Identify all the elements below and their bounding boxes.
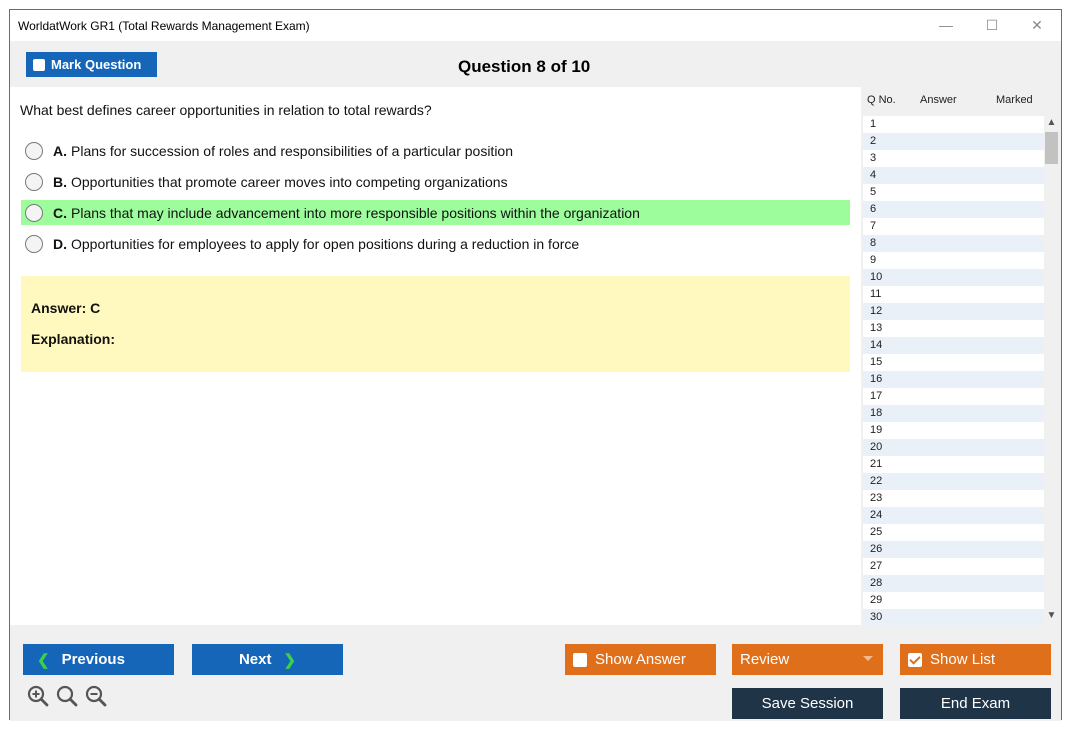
option-letter: D. — [53, 235, 67, 252]
chevron-left-icon: ❮ — [37, 651, 50, 669]
question-list-row[interactable] — [863, 422, 1044, 439]
radio-icon[interactable] — [25, 235, 43, 253]
question-list-row[interactable] — [863, 558, 1044, 575]
col-answer: Answer — [920, 94, 957, 106]
question-list-header — [861, 87, 1061, 114]
question-list-row[interactable] — [863, 133, 1044, 150]
question-list-row[interactable] — [863, 235, 1044, 252]
question-number: 9 — [870, 254, 877, 266]
checkbox-icon[interactable] — [573, 653, 587, 667]
question-list-row[interactable] — [863, 201, 1044, 218]
question-number: 11 — [870, 288, 882, 300]
zoom-out-icon[interactable] — [84, 684, 108, 708]
question-number: 12 — [870, 305, 883, 317]
question-list-row[interactable] — [863, 592, 1044, 609]
footer-toolbar — [10, 625, 1061, 721]
answer-text: Answer: C — [31, 300, 101, 316]
question-list-row[interactable] — [863, 269, 1044, 286]
question-number: 3 — [870, 152, 877, 164]
option-c[interactable] — [21, 200, 850, 225]
option-d[interactable] — [21, 231, 850, 256]
dropdown-arrow-icon — [863, 656, 873, 661]
question-list-row[interactable] — [863, 116, 1044, 133]
question-list-row[interactable] — [863, 609, 1044, 626]
question-number: 7 — [870, 220, 877, 232]
question-list-row[interactable] — [863, 524, 1044, 541]
question-number: 2 — [870, 135, 877, 147]
scrollbar[interactable] — [1044, 114, 1059, 625]
zoom-reset-icon[interactable] — [55, 684, 79, 708]
question-number: 21 — [870, 458, 883, 470]
question-number: 17 — [870, 390, 883, 402]
minimize-icon[interactable]: — — [939, 17, 953, 33]
window-title: WorldatWork GR1 (Total Rewards Management Exam) — [18, 19, 310, 33]
option-text: Opportunities for employees to apply for open positions during a reduction in force — [71, 235, 580, 252]
question-number: 27 — [870, 560, 883, 572]
question-list-row[interactable] — [863, 218, 1044, 235]
save-session-button[interactable] — [732, 688, 883, 719]
question-list-row[interactable] — [863, 303, 1044, 320]
question-list-row[interactable] — [863, 456, 1044, 473]
question-list-row[interactable] — [863, 354, 1044, 371]
question-list-row[interactable] — [863, 286, 1044, 303]
app-window — [9, 9, 1062, 720]
question-list-row[interactable] — [863, 473, 1044, 490]
question-number: 25 — [870, 526, 883, 538]
end-exam-label: End Exam — [940, 695, 1011, 712]
end-exam-button[interactable] — [900, 688, 1051, 719]
show-list-label: Show List — [930, 651, 996, 668]
question-list-row[interactable] — [863, 167, 1044, 184]
checkbox-icon[interactable] — [908, 653, 922, 667]
mark-question-button[interactable] — [26, 52, 157, 77]
question-number: 23 — [870, 492, 883, 504]
question-list-row[interactable] — [863, 252, 1044, 269]
question-list-row[interactable] — [863, 184, 1044, 201]
option-text: Plans that may include advancement into more responsible positions within the organization — [71, 204, 640, 221]
question-number: 19 — [870, 424, 883, 436]
question-list-row[interactable] — [863, 541, 1044, 558]
show-answer-label: Show Answer — [595, 651, 686, 668]
question-list-row[interactable] — [863, 320, 1044, 337]
question-number: 18 — [870, 407, 883, 419]
zoom-in-icon[interactable] — [26, 684, 50, 708]
mark-question-label: Mark Question — [51, 57, 142, 72]
question-number: 24 — [870, 509, 883, 521]
question-number: 28 — [870, 577, 883, 589]
explanation-label: Explanation: — [31, 331, 116, 347]
next-label: Next — [238, 651, 272, 668]
option-text: Plans for succession of roles and responsibilities of a particular position — [71, 142, 514, 159]
question-number: 29 — [870, 594, 883, 606]
question-number: 6 — [870, 203, 877, 215]
question-list-row[interactable] — [863, 371, 1044, 388]
question-list-row[interactable] — [863, 575, 1044, 592]
close-icon[interactable]: ✕ — [1031, 17, 1043, 33]
question-number: 14 — [870, 339, 883, 351]
question-text: What best defines career opportunities in relation to total rewards? — [20, 102, 432, 118]
question-number: 20 — [870, 441, 883, 453]
checkbox-icon — [33, 59, 45, 71]
question-number: 5 — [870, 186, 877, 198]
question-list-rows — [863, 116, 1044, 626]
question-list-row[interactable] — [863, 490, 1044, 507]
radio-icon[interactable] — [25, 204, 43, 222]
review-dropdown[interactable] — [732, 644, 883, 675]
option-letter: A. — [53, 142, 67, 159]
radio-icon[interactable] — [25, 173, 43, 191]
radio-icon[interactable] — [25, 142, 43, 160]
show-list-button[interactable] — [900, 644, 1051, 675]
question-list-row[interactable] — [863, 150, 1044, 167]
option-text: Opportunities that promote career moves into competing organizations — [71, 173, 508, 190]
question-number: 15 — [870, 356, 883, 368]
question-list-row[interactable] — [863, 337, 1044, 354]
question-header — [10, 41, 1061, 87]
option-b[interactable] — [21, 169, 850, 194]
question-list-row[interactable] — [863, 439, 1044, 456]
title-bar — [10, 10, 1061, 41]
option-letter: B. — [53, 173, 67, 190]
question-list-row[interactable] — [863, 388, 1044, 405]
question-number: 1 — [870, 118, 877, 130]
question-number: 13 — [870, 322, 883, 334]
question-list-row[interactable] — [863, 507, 1044, 524]
option-letter: C. — [53, 204, 67, 221]
question-number: 26 — [870, 543, 883, 555]
chevron-right-icon: ❯ — [283, 651, 297, 669]
save-session-label: Save Session — [761, 695, 854, 712]
previous-button[interactable] — [23, 644, 174, 675]
question-number: 4 — [870, 169, 877, 181]
previous-label: Previous — [61, 651, 125, 668]
question-number: 10 — [870, 271, 883, 283]
question-number: 8 — [870, 237, 877, 249]
maximize-icon[interactable]: ☐ — [985, 17, 999, 33]
question-panel — [10, 87, 861, 625]
review-label: Review — [740, 651, 790, 668]
next-button[interactable] — [192, 644, 343, 675]
col-marked: Marked — [996, 94, 1033, 106]
scroll-thumb[interactable] — [1045, 132, 1058, 164]
answer-box — [21, 276, 850, 372]
question-number: 16 — [870, 373, 883, 385]
question-number: 30 — [870, 611, 883, 623]
question-number: 22 — [870, 475, 883, 487]
col-qno: Q No. — [867, 94, 896, 106]
question-counter: Question 8 of 10 — [458, 57, 591, 76]
scroll-up-icon[interactable]: ▲ — [1046, 117, 1057, 128]
question-list-row[interactable] — [863, 405, 1044, 422]
option-a[interactable] — [21, 138, 850, 163]
question-list — [861, 87, 1061, 625]
show-answer-button[interactable] — [565, 644, 716, 675]
scroll-down-icon[interactable]: ▼ — [1046, 610, 1057, 621]
